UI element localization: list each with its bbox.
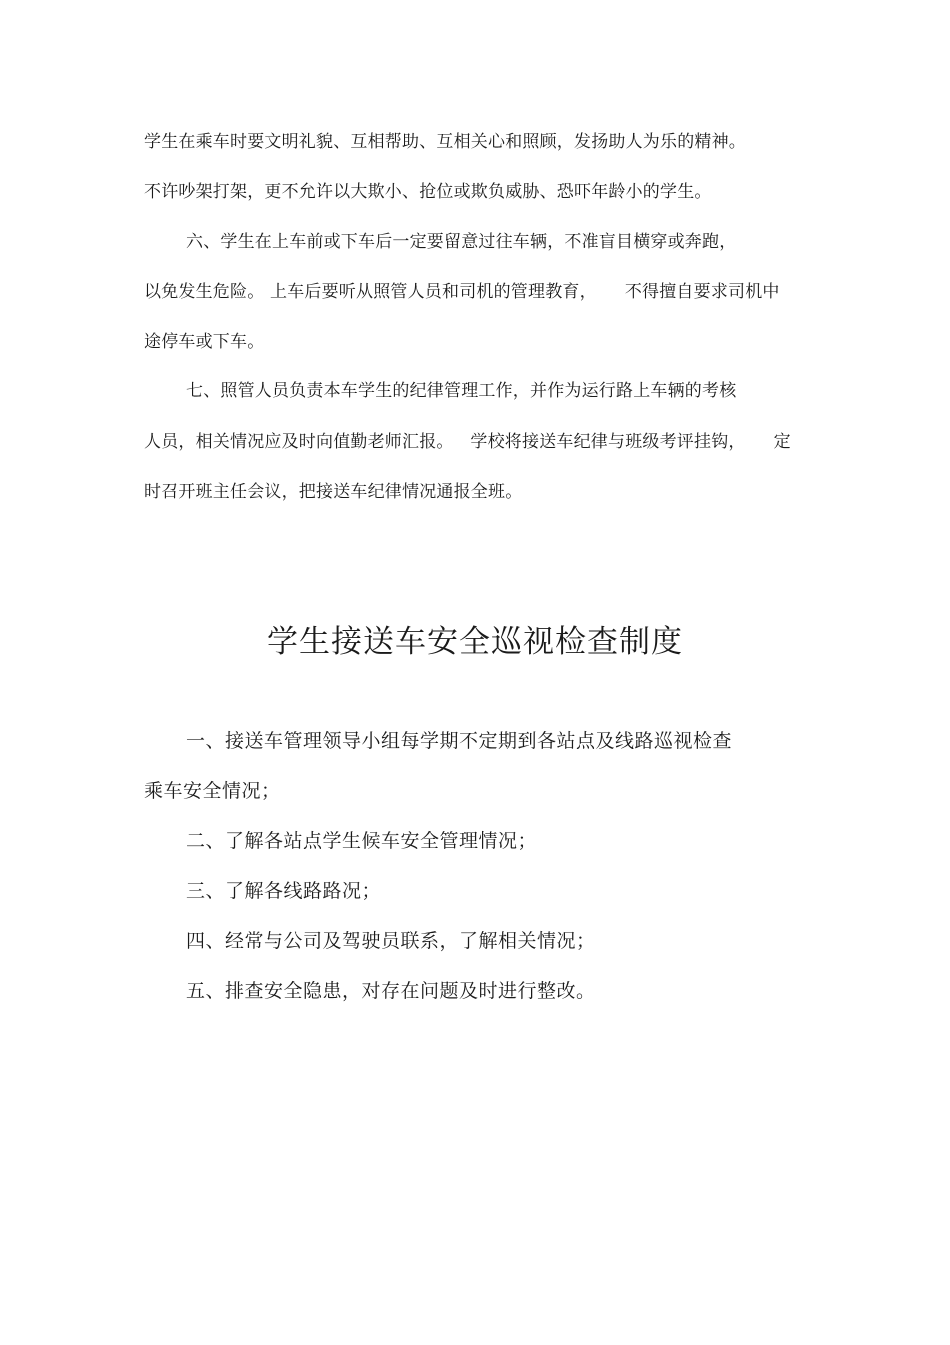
paragraph-line: 以免发生危险。 上车后要听从照管人员和司机的管理教育， 不得擅自要求司机中 [144,282,780,302]
paragraph-line: 人员，相关情况应及时向值勤老师汇报。 学校将接送车纪律与班级考评挂钩， 定 [144,432,791,452]
list-item: 四、经常与公司及驾驶员联系，了解相关情况； [186,930,596,952]
paragraph-line: 学生在乘车时要文明礼貌、互相帮助、互相关心和照顾，发扬助人为乐的精神。 [144,132,746,152]
paragraph-line: 时召开班主任会议，把接送车纪律情况通报全班。 [144,482,523,502]
list-item: 二、了解各站点学生候车安全管理情况； [186,830,538,852]
paragraph-line: 不许吵架打架，更不允许以大欺小、抢位或欺负威胁、恐吓年龄小的学生。 [144,182,712,202]
paragraph-line: 途停车或下车。 [144,332,265,352]
list-item: 一、接送车管理领导小组每学期不定期到各站点及线路巡视检查 [186,730,733,752]
list-item: 五、排查安全隐患，对存在问题及时进行整改。 [186,980,596,1002]
paragraph-line: 七、照管人员负责本车学生的纪律管理工作，并作为运行路上车辆的考核 [186,381,737,401]
section-title: 学生接送车安全巡视检查制度 [267,624,683,660]
list-item: 三、了解各线路路况； [186,880,382,902]
list-item: 乘车安全情况； [144,780,281,802]
paragraph-line: 六、学生在上车前或下车后一定要留意过往车辆，不准盲目横穿或奔跑， [186,232,737,252]
